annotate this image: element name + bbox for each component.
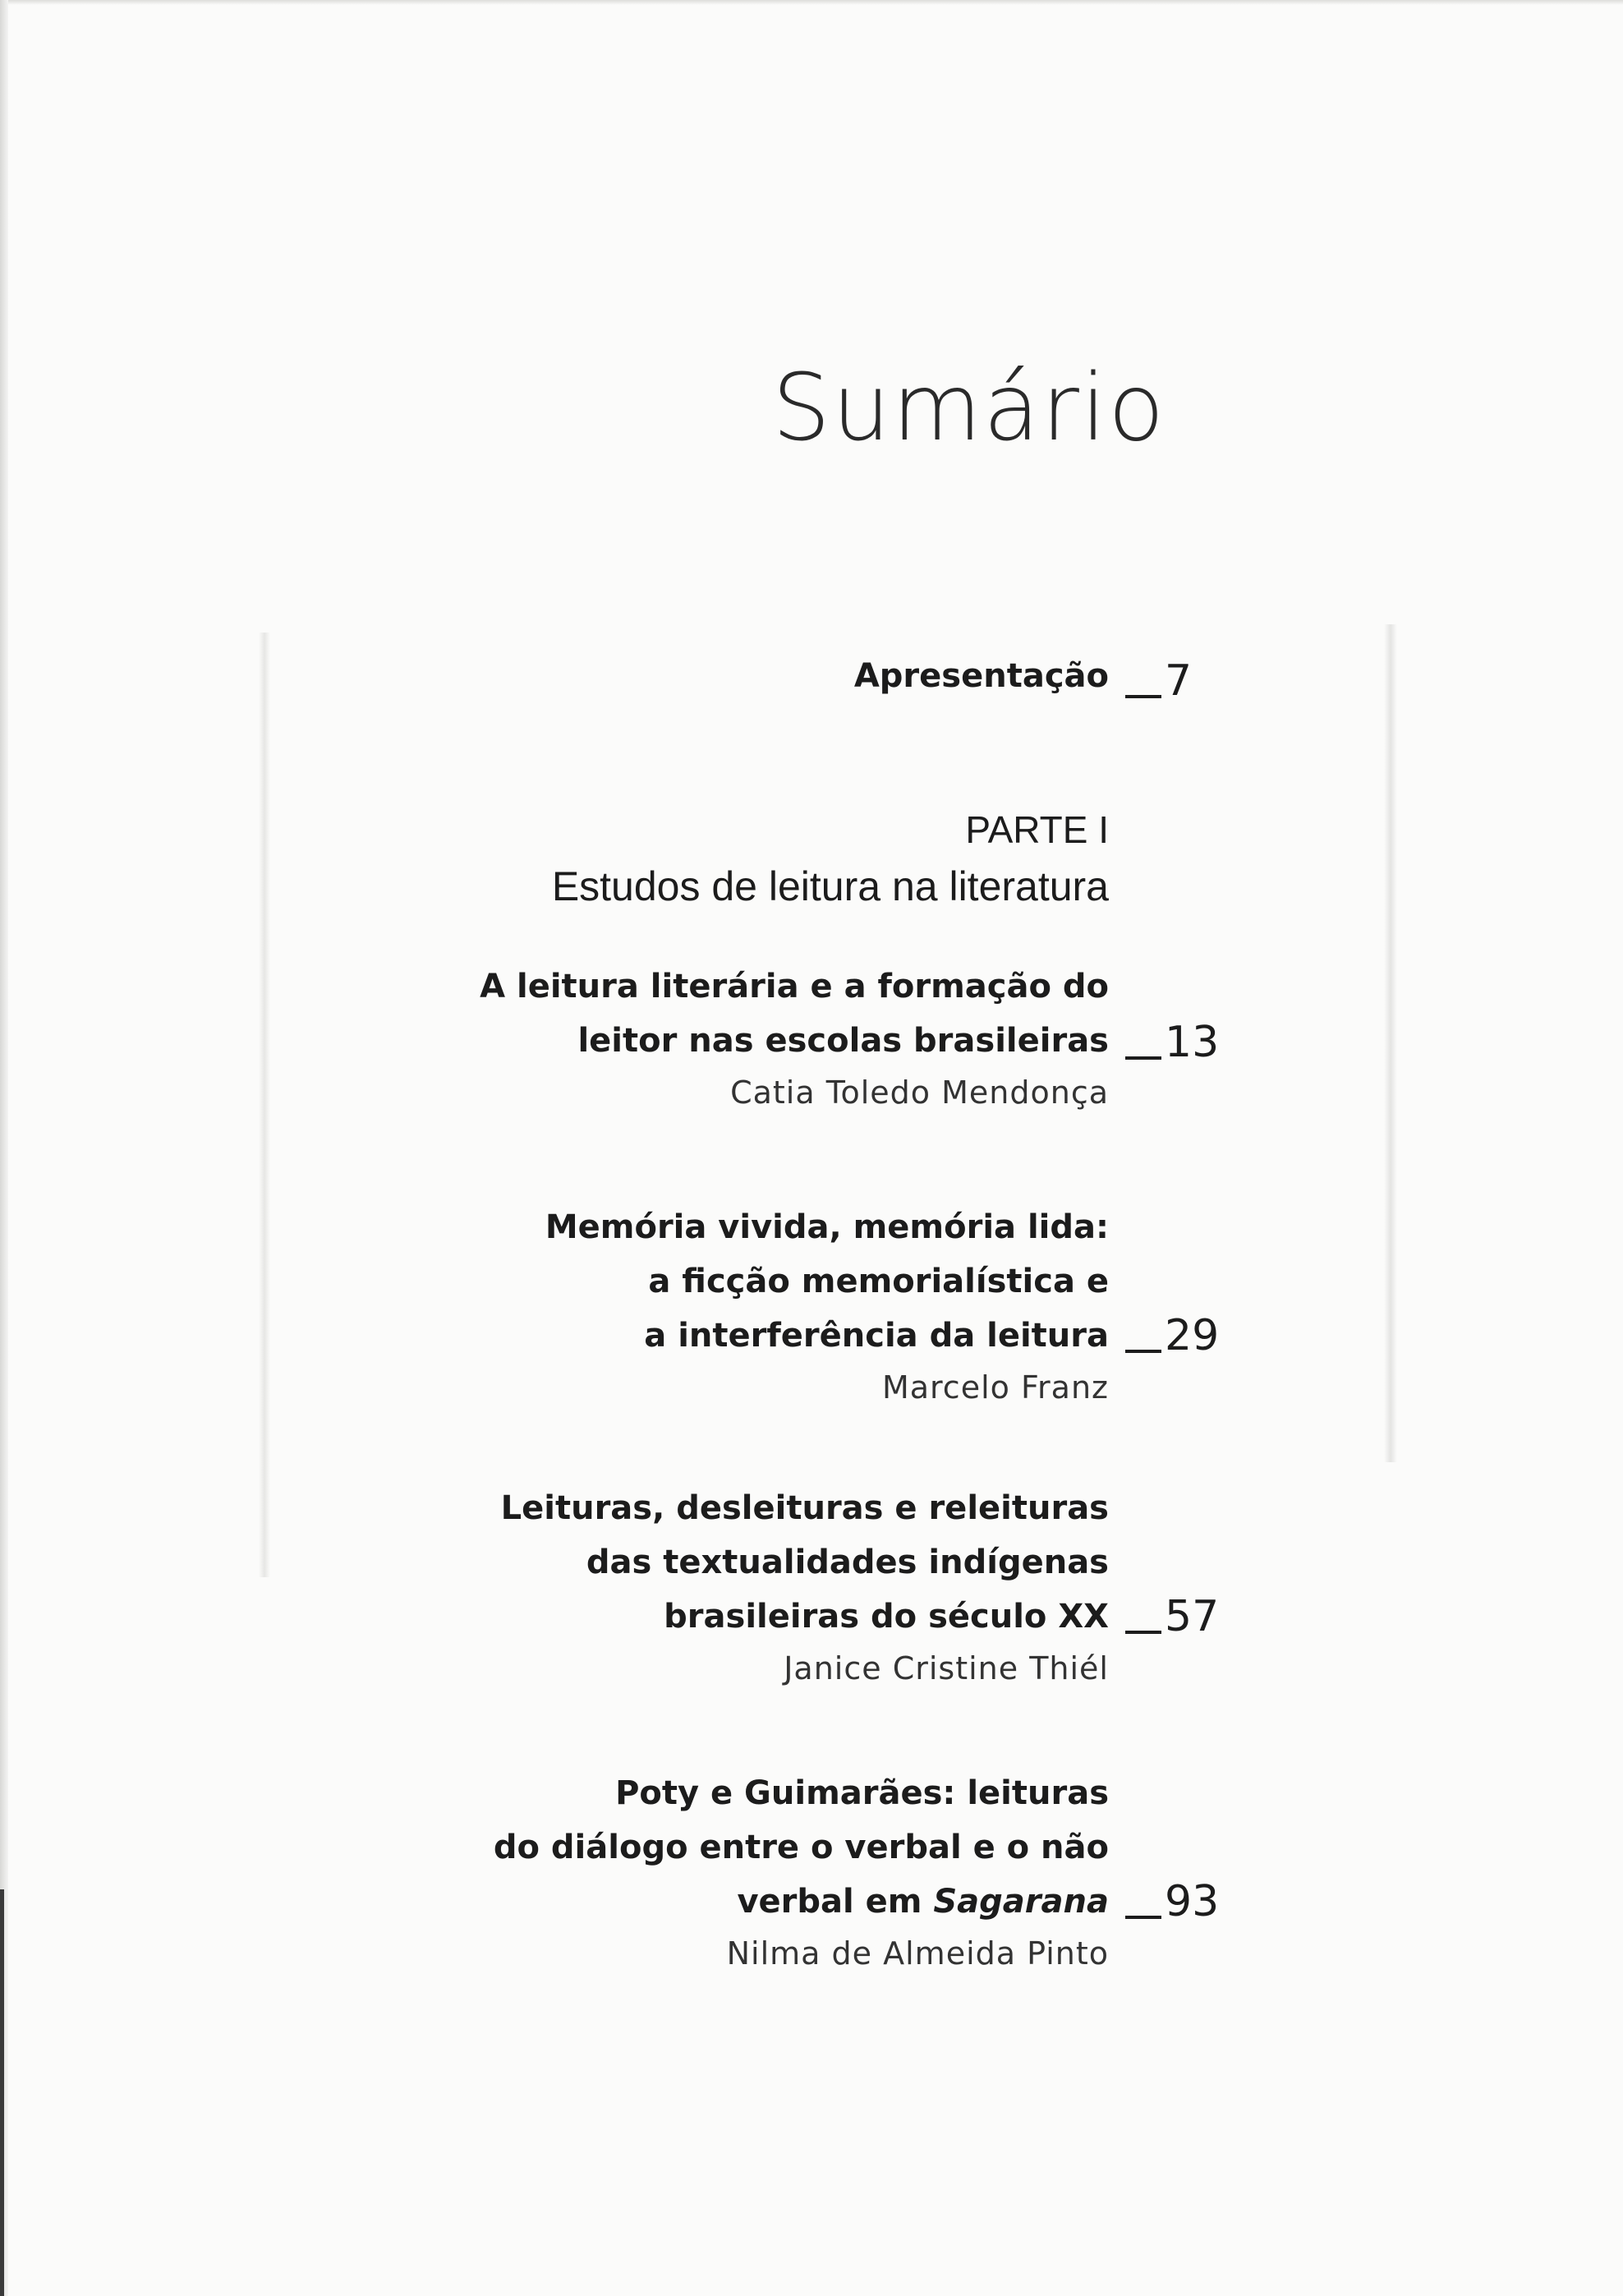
page-number: 57 xyxy=(1165,1592,1220,1641)
toc-entry-title-text: verbal em xyxy=(737,1883,922,1921)
toc-entry-title-line: a ficção memorialística e xyxy=(648,1263,1109,1300)
toc-entry-author: Janice Cristine Thiél xyxy=(784,1650,1109,1686)
toc-entry-2 xyxy=(545,1200,1109,1412)
page-title: Sumário xyxy=(772,355,1166,462)
leader-dash xyxy=(1125,1916,1161,1919)
scan-binding-shadow xyxy=(0,1889,4,2296)
toc-entry-title-line: A leitura literária e a formação do xyxy=(480,968,1109,1005)
leader-dash xyxy=(1125,1056,1161,1060)
toc-entry-author: Catia Toledo Mendonça xyxy=(730,1074,1109,1111)
toc-entry-title-line: Leituras, desleituras e releituras xyxy=(500,1489,1109,1527)
toc-entry-1 xyxy=(480,959,1109,1117)
toc-entry-3 xyxy=(501,1481,1109,1693)
toc-entry-apresentacao xyxy=(854,649,1109,703)
show-through-right xyxy=(1384,624,1397,1462)
toc-page-apresentacao xyxy=(1125,654,1192,708)
toc-entry-title-line: brasileiras do século XX xyxy=(664,1598,1109,1636)
toc-page-2 xyxy=(1125,1309,1219,1363)
leader-dash xyxy=(1125,1631,1161,1634)
toc-entry-author: Nilma de Almeida Pinto xyxy=(726,1935,1109,1972)
toc-entry-title-line xyxy=(494,1875,1109,1929)
page-number: 29 xyxy=(1165,1311,1220,1360)
leader-dash xyxy=(1125,1350,1161,1353)
toc-entry-4 xyxy=(494,1766,1109,1978)
toc-page-3 xyxy=(1125,1590,1219,1644)
toc-entry-title-line: leitor nas escolas brasileiras xyxy=(577,1022,1109,1060)
toc-page-1 xyxy=(1125,1015,1219,1070)
toc-entry-author: Marcelo Franz xyxy=(881,1369,1109,1406)
page-number: 7 xyxy=(1165,656,1193,706)
scan-edge-top xyxy=(0,0,1623,5)
part-title: Estudos de leitura na literatura xyxy=(551,863,1109,909)
toc-entry-label: Apresentação xyxy=(853,657,1109,695)
toc-entry-title-italic: Sagarana xyxy=(933,1883,1109,1921)
show-through-left xyxy=(259,633,270,1577)
toc-entry-title-line: das textualidades indígenas xyxy=(586,1544,1109,1581)
toc-entry-title-line: do diálogo entre o verbal e o não xyxy=(493,1829,1109,1866)
part-label: PARTE I xyxy=(965,808,1109,851)
toc-entry-title-line: Poty e Guimarães: leituras xyxy=(615,1774,1109,1812)
page-number: 93 xyxy=(1165,1877,1220,1926)
toc-entry-title-line: Memória vivida, memória lida: xyxy=(545,1208,1109,1246)
toc-entry-title-line: a interferência da leitura xyxy=(644,1317,1109,1355)
leader-dash xyxy=(1125,695,1161,698)
toc-page-4 xyxy=(1125,1875,1219,1929)
page-number: 13 xyxy=(1165,1018,1220,1067)
